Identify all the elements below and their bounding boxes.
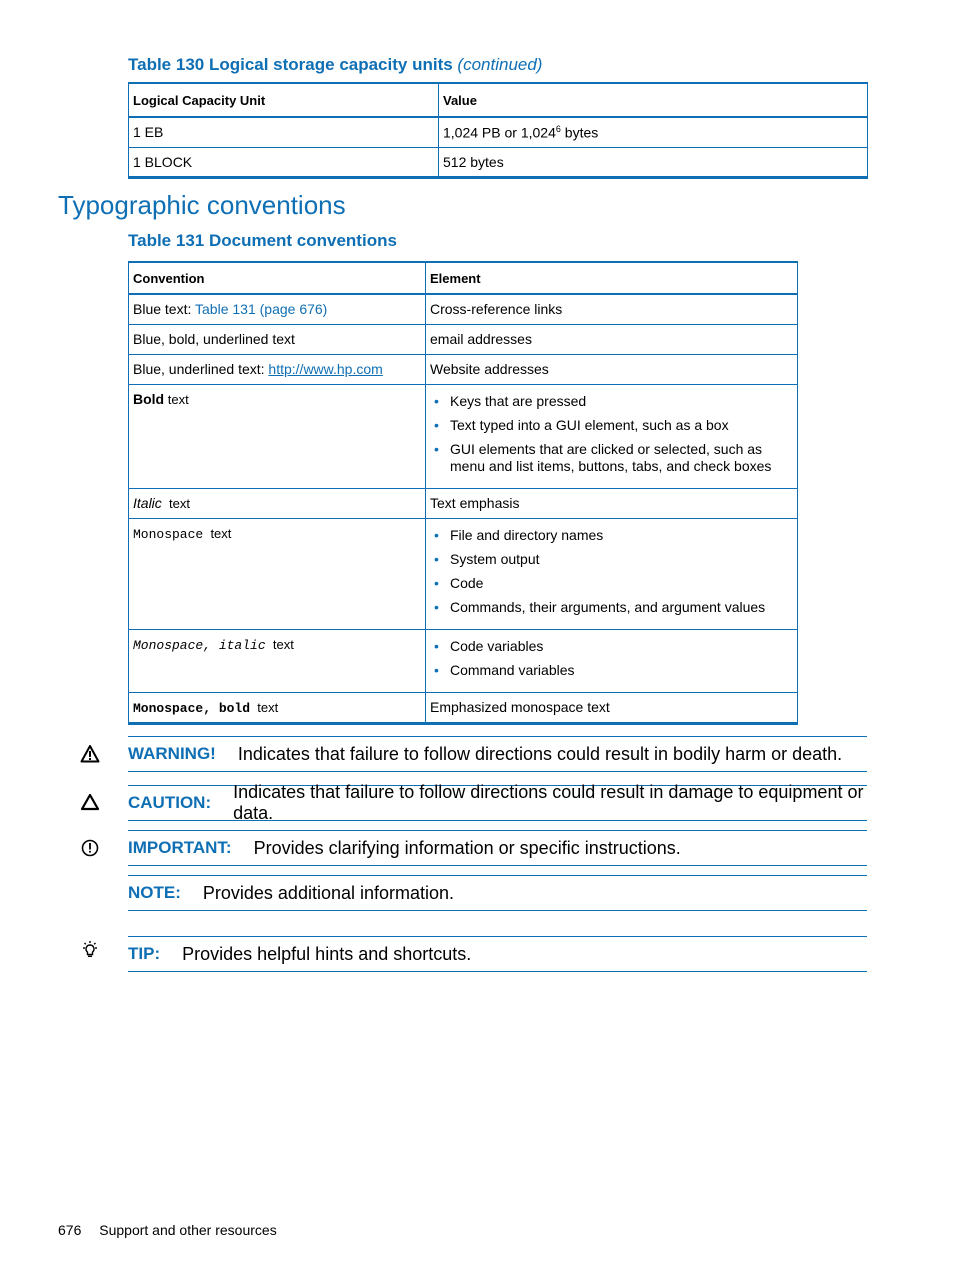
notice-text: Provides additional information. <box>202 882 455 903</box>
table-cell: Monospace, bold text <box>129 692 426 723</box>
table-cell: Text emphasis <box>426 488 798 518</box>
page-footer <box>58 1222 277 1238</box>
table-cell <box>426 518 798 629</box>
list-item: • Code <box>430 575 793 592</box>
table-cell: Website addresses <box>426 354 798 384</box>
table-row <box>129 488 798 518</box>
list-item: • Keys that are pressed <box>430 393 793 410</box>
notice-text: Provides helpful hints and shortcuts. <box>182 943 472 964</box>
table-row <box>129 384 798 488</box>
table-cell: email addresses <box>426 324 798 354</box>
list-item: • Text typed into a GUI element, such as a box <box>430 417 793 434</box>
notice-label: TIP: <box>128 944 161 963</box>
table-131-caption: Table 131 Document conventions <box>128 231 397 250</box>
notice-text: Indicates that failure to follow directions could result in damage to equipment or data. <box>233 782 864 823</box>
table-row <box>129 629 798 692</box>
important-notice <box>128 830 867 866</box>
table-cell: 1 BLOCK <box>129 147 439 177</box>
notice-label: WARNING! <box>128 744 216 763</box>
table-header-row <box>129 83 868 117</box>
table-row <box>129 294 798 324</box>
table-cell: 512 bytes <box>439 147 868 177</box>
lightbulb-icon <box>80 940 100 960</box>
footer-section-title: Support and other resources <box>99 1222 277 1238</box>
table-row <box>129 117 868 147</box>
table-cell: Monospace text <box>129 518 426 629</box>
table-130-caption: Table 130 Logical storage capacity units (continued) <box>128 55 543 74</box>
cross-reference-link[interactable]: Table 131 (page 676) <box>195 301 328 317</box>
column-header: Element <box>426 262 798 294</box>
document-conventions-table <box>128 261 798 725</box>
table-cell: Bold text <box>129 384 426 488</box>
caution-notice <box>128 782 867 823</box>
notice-text: Indicates that failure to follow directions could result in bodily harm or death. <box>237 743 843 764</box>
bullet-list <box>430 638 793 679</box>
list-item: • System output <box>430 551 793 568</box>
table-row <box>129 147 868 177</box>
table-row <box>129 518 798 629</box>
table-cell: Italic text <box>129 488 426 518</box>
note-notice <box>128 875 867 911</box>
list-item: • Code variables <box>430 638 793 655</box>
notice-text: Provides clarifying information or specific instructions. <box>253 837 681 858</box>
table-cell: Blue, bold, underlined text <box>129 324 426 354</box>
table-header-row <box>129 262 798 294</box>
table-cell: 1 EB <box>129 117 439 147</box>
list-item: • Command variables <box>430 662 793 679</box>
exclamation-circle-icon <box>80 838 100 858</box>
table-cell: Blue, underlined text: http://www.hp.com <box>129 354 426 384</box>
caution-triangle-icon <box>80 792 100 812</box>
table-cell: Emphasized monospace text <box>426 692 798 723</box>
table-cell: Blue text: Table 131 (page 676) <box>129 294 426 324</box>
list-item: • File and directory names <box>430 527 793 544</box>
warning-notice <box>128 736 867 772</box>
table-row <box>129 354 798 384</box>
website-link[interactable]: http://www.hp.com <box>268 360 383 377</box>
tip-notice <box>128 936 867 972</box>
table-row <box>129 324 798 354</box>
table-cell: 1,024 PB or 1,024$^6$ bytes <box>439 117 868 147</box>
section-title: Typographic conventions <box>58 190 346 220</box>
list-item: • GUI elements that are clicked or selected, such as menu and list items, buttons, tabs, and check boxes <box>430 441 793 475</box>
bullet-list <box>430 527 793 616</box>
warning-triangle-icon <box>80 744 100 764</box>
table-cell: Monospace, italic text <box>129 629 426 692</box>
table-cell: Cross-reference links <box>426 294 798 324</box>
page-number: 676 <box>58 1222 82 1238</box>
notice-label: NOTE: <box>128 883 181 902</box>
bullet-list <box>430 393 793 475</box>
table-cell <box>426 384 798 488</box>
notice-label: CAUTION: <box>128 793 212 812</box>
column-header: Value <box>439 83 868 117</box>
list-item: • Commands, their arguments, and argument values <box>430 599 793 616</box>
table-row <box>129 692 798 723</box>
logical-capacity-table <box>128 82 868 179</box>
notice-label: IMPORTANT: <box>128 838 232 857</box>
column-header: Logical Capacity Unit <box>129 83 439 117</box>
table-cell <box>426 629 798 692</box>
column-header: Convention <box>129 262 426 294</box>
